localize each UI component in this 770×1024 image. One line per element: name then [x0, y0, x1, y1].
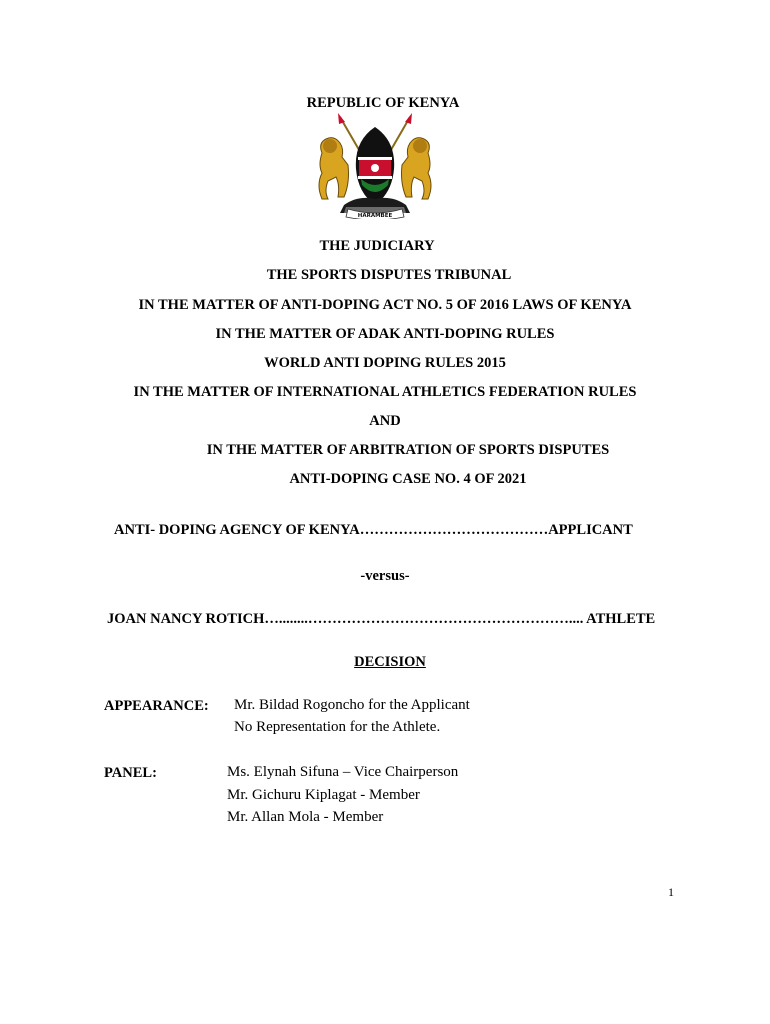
matter-iaaf-rules: IN THE MATTER OF INTERNATIONAL ATHLETICS FEDERATION RULES: [133, 384, 637, 400]
appearance-applicant: Mr. Bildad Rogoncho for the Applicant: [234, 697, 470, 713]
republic-heading: REPUBLIC OF KENYA: [306, 95, 460, 111]
applicant-party: ANTI- DOPING AGENCY OF KENYA…………………………………APPLICANT: [114, 522, 633, 538]
matter-wada-rules: WORLD ANTI DOPING RULES 2015: [264, 355, 506, 371]
kenya-coat-of-arms-icon: [314, 113, 436, 219]
page-number: 1: [668, 885, 674, 899]
matter-adak-rules: IN THE MATTER OF ADAK ANTI-DOPING RULES: [215, 326, 555, 342]
panel-member-chair: Ms. Elynah Sifuna – Vice Chairperson: [227, 764, 459, 780]
case-number: ANTI-DOPING CASE NO. 4 OF 2021: [289, 471, 527, 487]
decision-title: DECISION: [354, 654, 426, 670]
panel-member-kiplagat: Mr. Gichuru Kiplagat - Member: [227, 787, 420, 803]
panel-member-mola: Mr. Allan Mola - Member: [227, 809, 384, 825]
judiciary-heading: THE JUDICIARY: [319, 238, 435, 254]
appearance-athlete: No Representation for the Athlete.: [234, 719, 441, 735]
emblem-motto: HARAMBEE: [357, 213, 393, 219]
athlete-party: JOAN NANCY ROTICH…........……………………………………………….... ATHLETE: [107, 611, 656, 627]
appearance-label: APPEARANCE:: [104, 698, 209, 714]
panel-label: PANEL:: [104, 765, 157, 781]
tribunal-heading: THE SPORTS DISPUTES TRIBUNAL: [266, 267, 512, 283]
matter-arbitration: IN THE MATTER OF ARBITRATION OF SPORTS DISPUTES: [206, 442, 610, 458]
and-connector: AND: [369, 413, 401, 429]
versus-separator: -versus-: [360, 568, 410, 584]
matter-anti-doping-act: IN THE MATTER OF ANTI-DOPING ACT NO. 5 OF 2016 LAWS OF KENYA: [138, 297, 632, 313]
